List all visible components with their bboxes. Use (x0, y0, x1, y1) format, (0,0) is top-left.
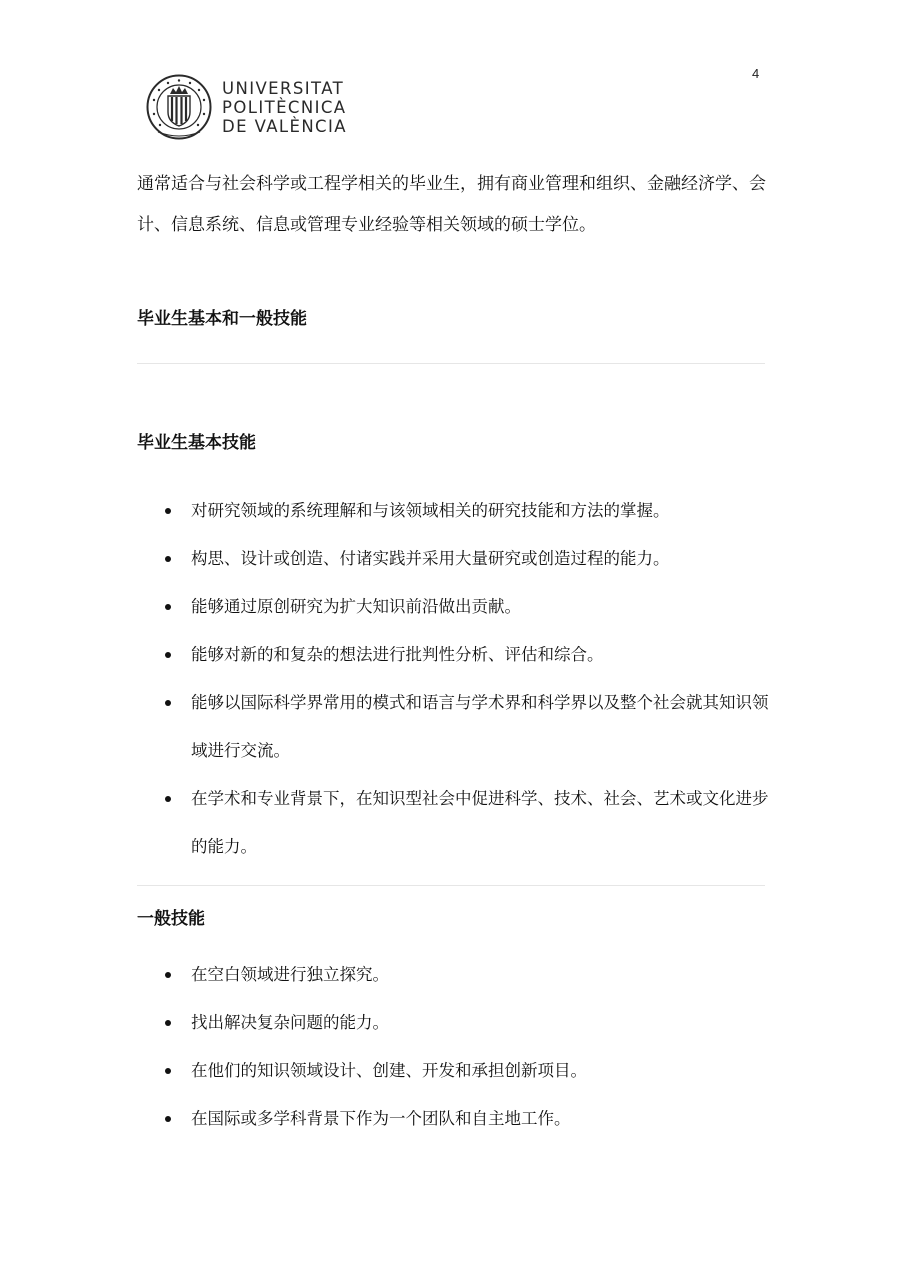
list-item: 在空白领域进行独立探究。 (137, 951, 777, 999)
logo-line-1: UNIVERSITAT (222, 78, 345, 98)
heading-main: 毕业生基本和一般技能 (137, 309, 307, 329)
list-item: 能够通过原创研究为扩大知识前沿做出贡献。 (137, 583, 777, 631)
page-content (137, 164, 777, 1143)
basic-skills-title: 毕业生基本技能 (137, 433, 256, 453)
list-item: 能够对新的和复杂的想法进行批判性分析、评估和综合。 (137, 631, 777, 679)
general-skills-list (137, 951, 777, 1143)
intro-paragraph: 通常适合与社会科学或工程学相关的毕业生，拥有商业管理和组织、金融经济学、会计、信息系统、信息或管理专业经验等相关领域的硕士学位。 (137, 174, 766, 235)
university-logo (146, 74, 347, 140)
list-item: 在他们的知识领域设计、创建、开发和承担创新项目。 (137, 1047, 777, 1095)
list-item: 对研究领域的系统理解和与该领域相关的研究技能和方法的掌握。 (137, 487, 777, 535)
list-item: 找出解决复杂问题的能力。 (137, 999, 777, 1047)
basic-skills-list (137, 487, 777, 871)
page-number: 4 (752, 66, 760, 81)
list-item: 构思、设计或创造、付诸实践并采用大量研究或创造过程的能力。 (137, 535, 777, 583)
university-wordmark (222, 79, 347, 136)
list-item: 在国际或多学科背景下作为一个团队和自主地工作。 (137, 1095, 777, 1143)
list-item: 能够以国际科学界常用的模式和语言与学术界和科学界以及整个社会就其知识领域进行交流。 (137, 679, 777, 775)
university-seal-icon (146, 74, 212, 140)
logo-line-2: POLITÈCNICA (222, 97, 347, 117)
logo-line-3: DE VALÈNCIA (222, 116, 347, 136)
general-skills-title: 一般技能 (137, 909, 205, 929)
list-item: 在学术和专业背景下，在知识型社会中促进科学、技术、社会、艺术或文化进步的能力。 (137, 775, 777, 871)
